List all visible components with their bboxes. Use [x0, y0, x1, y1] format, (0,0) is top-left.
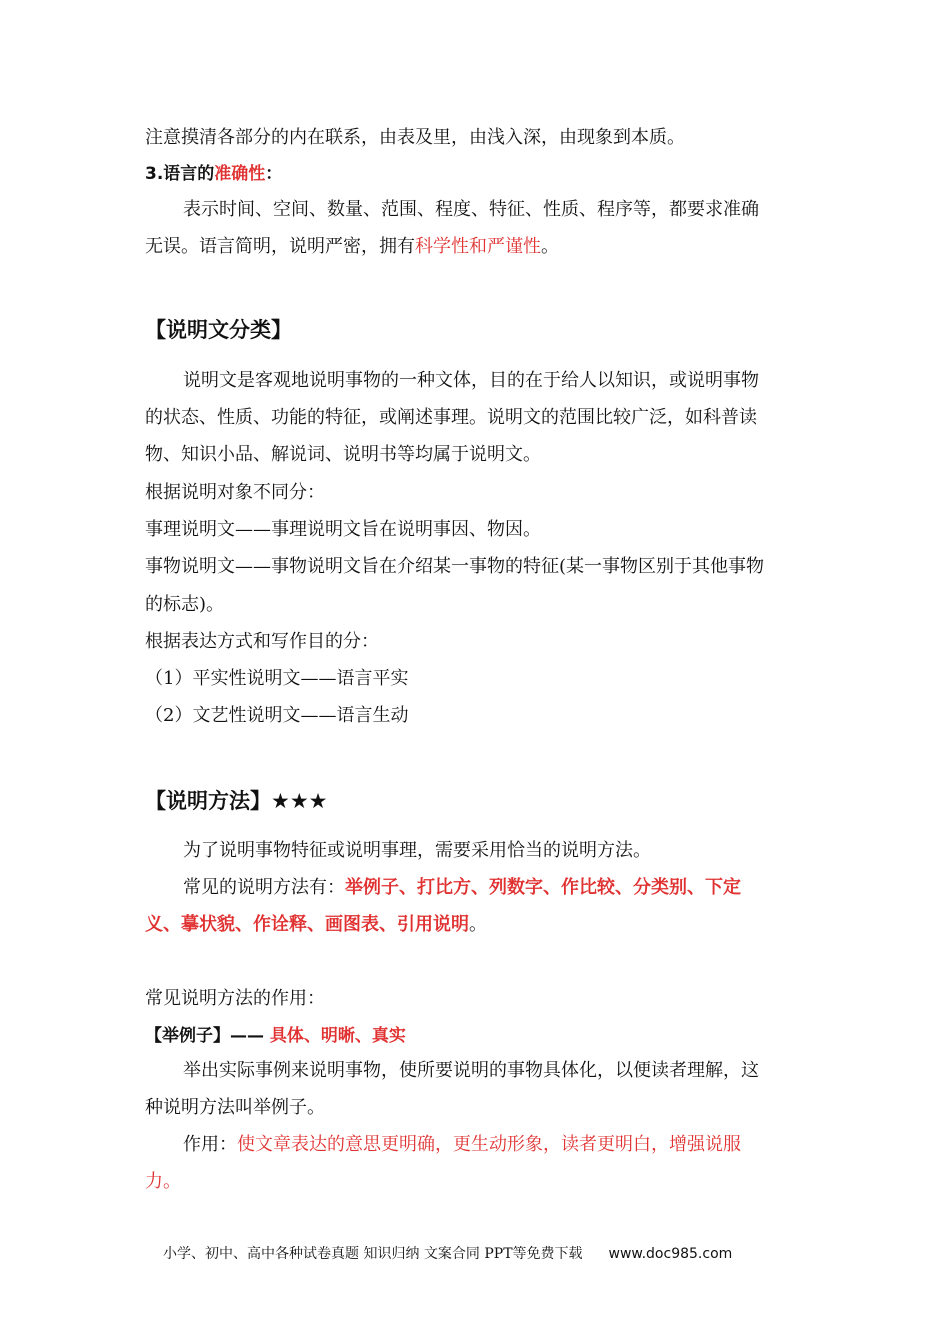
methods-common-prefix: 常见的说明方法有： [183, 877, 345, 898]
example-effect-line2 [145, 1170, 810, 1194]
example-effect-text-line2: 力。 [145, 1171, 181, 1192]
precision-heading-highlight: 准确性 [214, 164, 266, 184]
precision-line2-highlight: 科学性和严谨性 [415, 236, 541, 257]
page-footer [163, 1244, 732, 1264]
classification-type1: 事理说明文——事理说明文旨在说明事因、物因。 [145, 519, 541, 540]
example-label: 【举例子】—— [145, 1026, 264, 1046]
example-keywords: 具体、明晰、真实 [264, 1026, 406, 1046]
methods-common-list-line2: 义、摹状貌、作诠释、画图表、引用说明 [145, 914, 469, 935]
precision-paragraph-line1: 表示时间、空间、数量、范围、程度、特征、性质、程序等，都要求准确 [183, 199, 759, 220]
precision-heading-suffix: ： [265, 164, 283, 184]
precision-paragraph-line2 [145, 235, 810, 259]
methods-functions-title: 常见说明方法的作用： [145, 988, 325, 1009]
classification-heading: 【说明文分类】 [145, 318, 292, 342]
example-effect-line1 [183, 1133, 810, 1157]
example-paragraph-line2: 种说明方法叫举例子。 [145, 1097, 325, 1118]
example-paragraph-line1: 举出实际事例来说明事物，使所要说明的事物具体化，以便读者理解，这 [183, 1060, 759, 1081]
example-heading [145, 1024, 810, 1048]
classification-type2-line1: 事物说明文——事物说明文旨在介绍某一事物的特征(某一事物区别于其他事物 [145, 556, 765, 577]
precision-heading [145, 162, 810, 186]
classification-paragraph-line2: 的状态、性质、功能的特征，或阐述事理。说明文的范围比较广泛，如科普读 [145, 407, 757, 428]
classification-expression1: （1）平实性说明文——语言平实 [145, 668, 409, 689]
example-effect-label: 作用： [183, 1134, 237, 1155]
intro-line: 注意摸清各部分的内在联系，由表及里，由浅入深，由现象到本质。 [145, 127, 685, 148]
methods-common-end: 。 [469, 914, 487, 935]
methods-common-list-line1: 举例子、打比方、列数字、作比较、分类别、下定 [345, 877, 741, 898]
footer-text: 小学、初中、高中各种试卷真题 知识归纳 文案合同 PPT等免费下载 [163, 1246, 583, 1262]
classification-paragraph-line1: 说明文是客观地说明事物的一种文体，目的在于给人以知识，或说明事物 [183, 370, 759, 391]
classification-expression2: （2）文艺性说明文——语言生动 [145, 705, 409, 726]
classification-by-expression: 根据表达方式和写作目的分： [145, 631, 379, 652]
precision-heading-prefix: 3.语言的 [145, 164, 215, 184]
classification-type2-line2: 的标志)。 [145, 594, 225, 615]
precision-line2-prefix: 无误。语言简明，说明严密，拥有 [145, 236, 415, 257]
classification-paragraph-line3: 物、知识小品、解说词、说明书等均属于说明文。 [145, 444, 541, 465]
methods-heading: 【说明方法】★★★ [145, 789, 328, 813]
methods-paragraph: 为了说明事物特征或说明事理，需要采用恰当的说明方法。 [183, 840, 651, 861]
methods-common-line2 [145, 913, 810, 937]
methods-common-line1 [183, 876, 810, 900]
example-effect-text-line1: 使文章表达的意思更明确，更生动形象，读者更明白，增强说服 [237, 1134, 741, 1155]
footer-url[interactable]: www.doc985.com [608, 1246, 733, 1262]
classification-by-object: 根据说明对象不同分： [145, 482, 325, 503]
precision-line2-suffix: 。 [541, 236, 559, 257]
